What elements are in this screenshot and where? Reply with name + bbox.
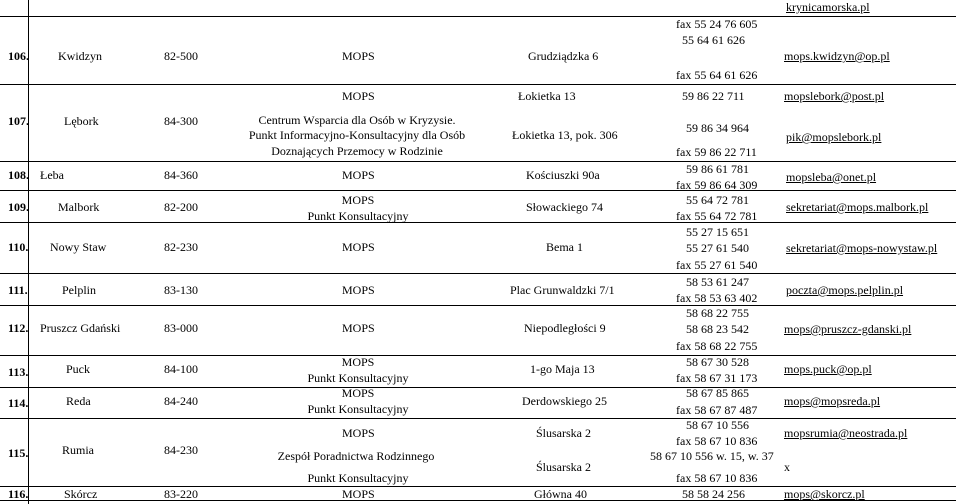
organization-line: Punkt Konsultacyjny <box>307 471 409 485</box>
table-border-top <box>0 16 956 17</box>
address: Kościuszki 90a <box>526 168 600 182</box>
postal-code: 82-200 <box>164 200 198 214</box>
phone: 58 53 61 247 <box>686 275 749 289</box>
row-number: 110. <box>8 240 29 254</box>
phone: 59 86 61 781 <box>686 162 749 176</box>
organization-line: Punkt Konsultacyjny <box>307 209 409 223</box>
website-link[interactable]: pik@mopslebork.pl <box>786 130 882 144</box>
organization: MOPS <box>342 487 375 501</box>
fax: fax 59 86 64 309 <box>676 178 758 192</box>
postal-code: 84-230 <box>164 443 198 457</box>
website-link[interactable]: mops@skorcz.pl <box>784 487 865 501</box>
city: Puck <box>66 362 90 376</box>
fax: fax 58 67 10 836 <box>676 434 758 448</box>
organization-line: Punkt Informacyjno-Konsultacyjny dla Osób <box>248 128 466 142</box>
postal-code: 83-130 <box>164 283 198 297</box>
organization-line: Doznających Przemocy w Rodzinie <box>271 144 443 158</box>
row-number: 115. <box>8 446 29 460</box>
phone: 55 64 61 626 <box>682 33 745 47</box>
row-number: 106. <box>8 49 29 63</box>
table-border <box>0 355 956 356</box>
postal-code: 83-000 <box>164 321 198 335</box>
organization: MOPS <box>342 321 375 335</box>
phone: 58 68 23 542 <box>686 322 749 336</box>
fax: fax 58 53 63 402 <box>676 291 758 305</box>
website-link[interactable]: mopslebork@post.pl <box>784 89 885 103</box>
postal-code: 83-220 <box>164 487 198 501</box>
address: Niepodległości 9 <box>524 321 606 335</box>
organization-line: Punkt Konsultacyjny <box>307 402 409 416</box>
row-number: 111. <box>8 283 28 297</box>
website-link[interactable]: mopsrumia@neostrada.pl <box>784 426 908 440</box>
table-border <box>0 222 956 223</box>
city: Pruszcz Gdański <box>40 321 121 335</box>
city: Lębork <box>64 114 99 128</box>
website-link[interactable]: sekretariat@mops-nowystaw.pl <box>786 241 938 255</box>
row-number: 112. <box>8 321 29 335</box>
table-border <box>0 418 956 419</box>
website-link[interactable]: krynicamorska.pl <box>786 0 870 14</box>
table-border <box>0 305 956 306</box>
organization-line: MOPS <box>341 193 375 207</box>
phone: 55 27 15 651 <box>686 225 749 239</box>
address: Ślusarska 2 <box>536 426 591 440</box>
table-border <box>0 387 956 388</box>
organization: MOPS <box>342 240 375 254</box>
postal-code: 82-500 <box>164 49 198 63</box>
city: Łeba <box>40 168 64 182</box>
address: Łokietka 13 <box>518 89 576 103</box>
fax: fax 58 67 31 173 <box>676 371 758 385</box>
fax: fax 58 67 87 487 <box>676 403 758 417</box>
organization-line: MOPS <box>341 355 375 369</box>
postal-code: 84-360 <box>164 168 198 182</box>
phone: 58 67 85 865 <box>686 386 749 400</box>
address: Ślusarska 2 <box>536 460 591 474</box>
row-number: 114. <box>8 396 29 410</box>
city: Skórcz <box>64 487 98 501</box>
phone: 59 86 22 711 <box>682 89 745 103</box>
website-link[interactable]: poczta@mops.pelplin.pl <box>786 283 904 297</box>
postal-code: 84-240 <box>164 394 198 408</box>
address: 1-go Maja 13 <box>530 362 595 376</box>
organization: MOPS <box>342 89 375 103</box>
city: Malbork <box>58 200 100 214</box>
row-number: 108. <box>8 168 29 182</box>
address: Plac Grunwaldzki 7/1 <box>510 283 615 297</box>
organization-line: Punkt Konsultacyjny <box>307 371 409 385</box>
row-number: 107. <box>8 114 29 128</box>
website-link[interactable]: mops.puck@op.pl <box>784 362 872 376</box>
row-number: 109. <box>8 200 29 214</box>
city: Nowy Staw <box>50 240 107 254</box>
fax: fax 55 27 61 540 <box>676 258 758 272</box>
fax: fax 59 86 22 711 <box>676 145 757 159</box>
phone: 58 67 10 556 <box>686 418 749 432</box>
phone: 59 86 34 964 <box>686 121 749 135</box>
organization: MOPS <box>342 168 375 182</box>
organization-line: MOPS <box>341 386 375 400</box>
website-link[interactable]: mopsleba@onet.pl <box>786 170 877 184</box>
phone: 58 67 30 528 <box>686 355 749 369</box>
fax: fax 55 64 61 626 <box>676 68 758 82</box>
fax: fax 58 67 10 836 <box>676 471 758 485</box>
address: Słowackiego 74 <box>526 200 603 214</box>
postal-code: 84-300 <box>164 114 198 128</box>
fax: fax 58 68 22 755 <box>676 339 758 353</box>
phone: 55 27 61 540 <box>686 241 749 255</box>
address: Grudziądzka 6 <box>528 49 599 63</box>
phone: 58 58 24 256 <box>682 487 745 501</box>
table-border <box>0 273 956 274</box>
address: Łokietka 13, pok. 306 <box>512 128 618 142</box>
fax: fax 55 64 72 781 <box>676 209 758 223</box>
organization: MOPS <box>342 426 375 440</box>
phone: 58 67 10 556 w. 15, w. 37 <box>650 449 774 463</box>
postal-code: 82-230 <box>164 240 198 254</box>
address: Bema 1 <box>546 240 583 254</box>
organization: MOPS <box>342 283 375 297</box>
table-border <box>0 161 956 162</box>
table-border <box>0 190 956 191</box>
website-link[interactable]: mops@mopsreda.pl <box>784 394 881 408</box>
city: Kwidzyn <box>58 49 102 63</box>
phone: 55 64 72 781 <box>686 193 749 207</box>
row-number: 116. <box>8 487 29 501</box>
website-link[interactable]: mops@pruszcz-gdanski.pl <box>784 322 912 336</box>
website-placeholder: x <box>784 460 790 474</box>
phone: fax 55 24 76 605 <box>676 17 758 31</box>
organization-line: Zespół Poradnictwa Rodzinnego <box>277 449 435 463</box>
website-link[interactable]: sekretariat@mops.malbork.pl <box>786 200 929 214</box>
address: Derdowskiego 25 <box>522 394 607 408</box>
organization-line: Centrum Wsparcia dla Osób w Kryzysie. <box>258 113 456 127</box>
table-border <box>0 84 956 85</box>
organization: MOPS <box>342 49 375 63</box>
website-link[interactable]: mops.kwidzyn@op.pl <box>784 49 890 63</box>
city: Pelplin <box>62 283 97 297</box>
city: Reda <box>66 394 91 408</box>
address: Główna 40 <box>534 487 587 501</box>
phone: 58 68 22 755 <box>686 306 749 320</box>
row-number: 113. <box>8 365 29 379</box>
city: Rumia <box>62 443 94 457</box>
postal-code: 84-100 <box>164 362 198 376</box>
